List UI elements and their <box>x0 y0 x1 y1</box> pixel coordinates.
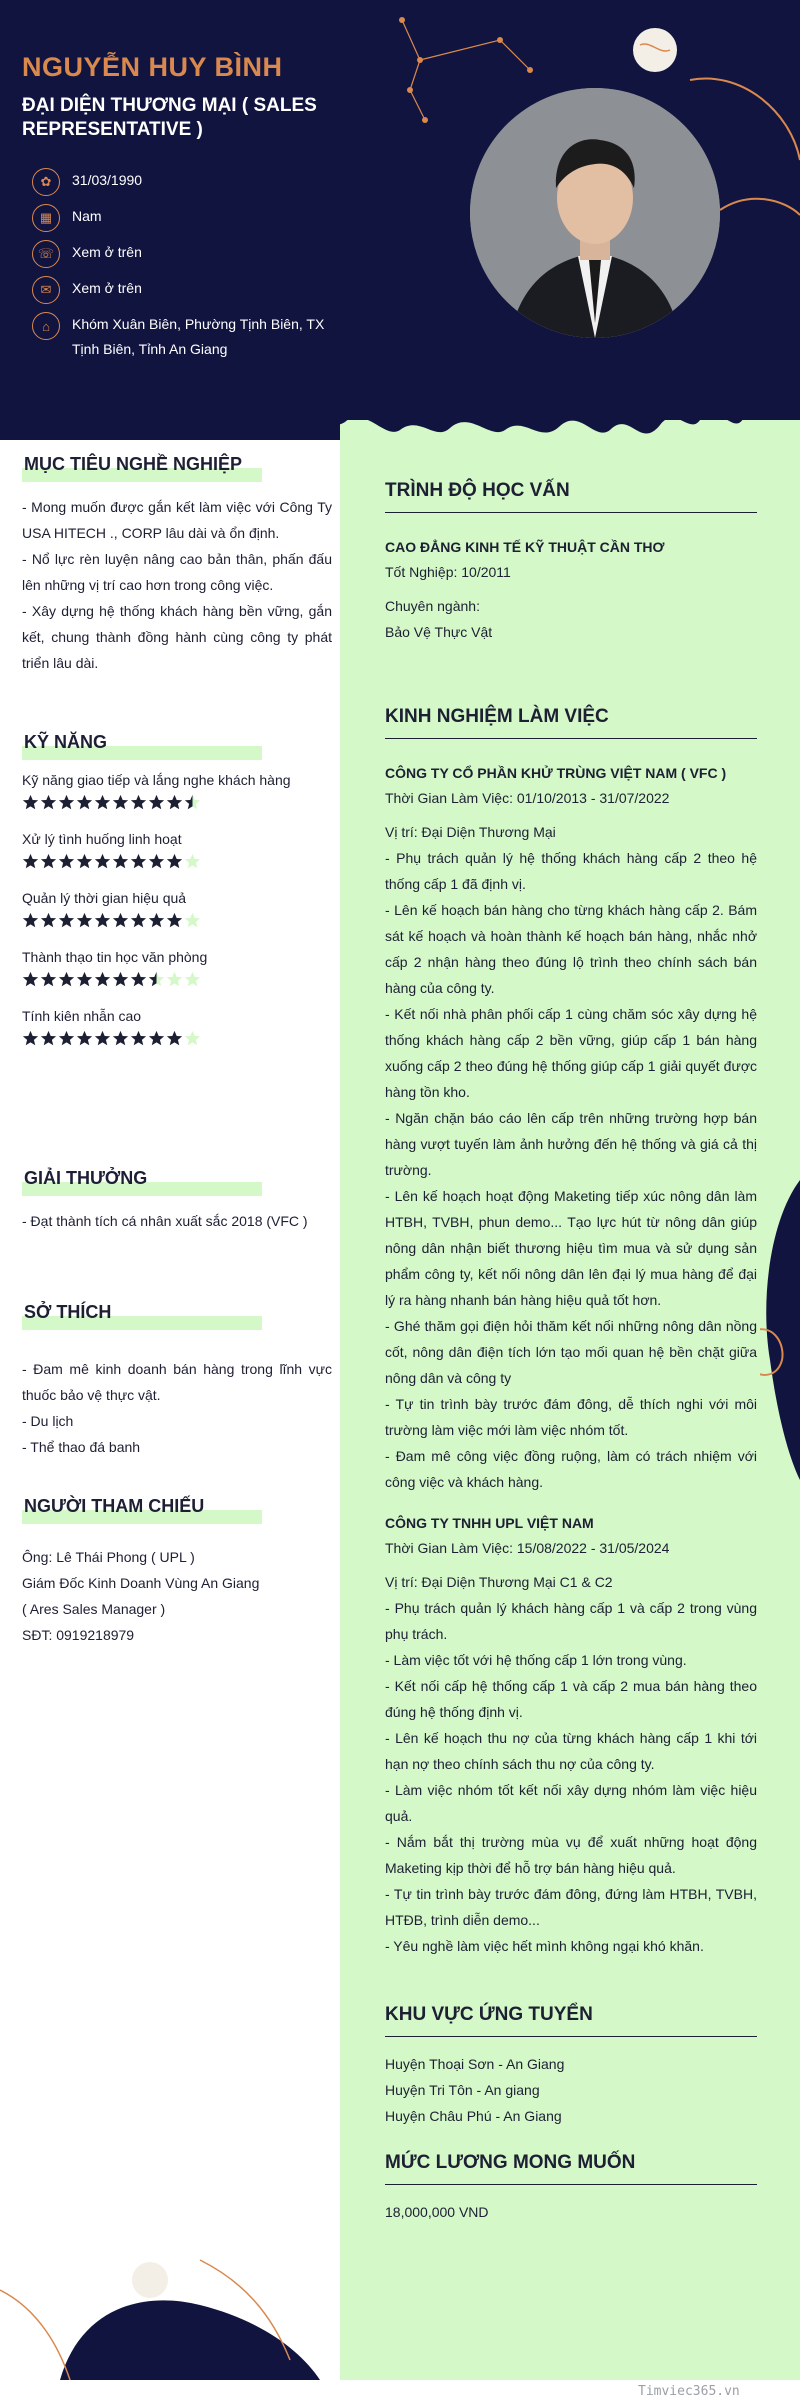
job-period: Thời Gian Làm Việc: 01/10/2013 - 31/07/2022 <box>385 790 670 806</box>
skill-rating <box>22 794 332 811</box>
region-item: Huyện Tri Tôn - An giang <box>385 2082 540 2098</box>
regions-section <box>385 2004 757 2129</box>
salary-section <box>385 2152 757 2225</box>
contact-text: Khóm Xuân Biên, Phường Tịnh Biên, TX Tịnh Biên, Tỉnh An Giang <box>72 316 325 357</box>
reference-line: Ông: Lê Thái Phong ( UPL ) <box>22 1549 195 1565</box>
awards-section <box>22 1168 332 1234</box>
star-icon <box>94 853 111 870</box>
section-title: MỤC TIÊU NGHỀ NGHIỆP <box>24 454 243 474</box>
section-heading <box>22 1168 332 1198</box>
hobby-line: - Thể thao đá banh <box>22 1439 141 1455</box>
star-icon <box>94 794 111 811</box>
star-icon <box>76 912 93 929</box>
star-icon <box>22 853 39 870</box>
phone-icon: ☏ <box>32 240 60 268</box>
reference-line: Giám Đốc Kinh Doanh Vùng An Giang <box>22 1575 260 1591</box>
star-icon <box>130 853 147 870</box>
star-icon <box>148 971 165 988</box>
job-entry <box>385 765 757 1495</box>
star-icon <box>184 1030 201 1047</box>
skill-item <box>22 890 332 929</box>
job-duty: - Phụ trách quản lý hệ thống khách hàng cấp 2 theo hệ thống cấp 1 đã định vị. <box>385 850 757 892</box>
objective-line: - Xây dựng hệ thống khách hàng bền vững, gắn kết, chung thành đồng hành cùng công ty phát triển lâu dài. <box>22 603 332 671</box>
email-icon: ✉ <box>32 276 60 304</box>
contact-text: 31/03/1990 <box>72 172 143 188</box>
gender-icon: ▦ <box>32 204 60 232</box>
job-duty: - Kết nối nhà phân phối cấp 1 cùng chăm sóc xây dựng hệ thống khách hàng cấp 2 bền vững, giúp cấp 1 bán hàng xuống cấp 2 theo đúng hệ thống giúp cấp 1 giải quyết được hàng tồn kho. <box>385 1006 757 1100</box>
job-duty: - Lên kế hoạch hoạt động Maketing tiếp xúc nông dân làm HTBH, TVBH, phun demo... Tạo lực hút từ nông dân giúp nông dân nhận biết thương hiệu tìm mua và sử dụng sản phẩm công ty, kết nối nông dân lên đại lý mua hàng để đại lý ra hàng nhanh bán hàng hiệu quả tốt hơn. <box>385 1188 757 1308</box>
job-duty: - Nắm bắt thị trường mùa vụ để xuất những hoạt động Maketing kịp thời để hỗ trợ bán hàng hiệu quả. <box>385 1834 757 1876</box>
award-line: - Đạt thành tích cá nhân xuất sắc 2018 (VFC ) <box>22 1213 308 1229</box>
star-icon <box>184 971 201 988</box>
contact-gender <box>32 204 332 232</box>
star-icon <box>58 853 75 870</box>
star-icon <box>22 794 39 811</box>
section-heading <box>22 732 332 762</box>
skill-name: Kỹ năng giao tiếp và lắng nghe khách hàng <box>22 772 291 788</box>
section-title: TRÌNH ĐỘ HỌC VẤN <box>385 480 757 513</box>
star-icon <box>148 853 165 870</box>
star-icon <box>58 794 75 811</box>
star-icon <box>166 794 183 811</box>
job-duty: - Kết nối cấp hệ thống cấp 1 và cấp 2 mua bán hàng theo đúng hệ thống định vị. <box>385 1678 757 1720</box>
job-duty: - Đam mê công việc đồng ruộng, làm có trách nhiệm với công việc và khách hàng. <box>385 1448 757 1490</box>
star-icon <box>76 971 93 988</box>
bottom-blob-decoration <box>0 2250 340 2380</box>
section-title: NGƯỜI THAM CHIẾU <box>24 1496 205 1516</box>
star-icon <box>184 794 201 811</box>
candidate-role: ĐẠI DIỆN THƯƠNG MẠI ( SALES REPRESENTATIVE ) <box>22 95 317 140</box>
skill-name: Quản lý thời gian hiệu quả <box>22 890 187 906</box>
skill-item <box>22 831 332 870</box>
star-icon <box>94 971 111 988</box>
star-icon <box>40 912 57 929</box>
star-icon <box>112 853 129 870</box>
skill-name: Thành thạo tin học văn phòng <box>22 949 208 965</box>
hobby-line: - Đam mê kinh doanh bán hàng trong lĩnh vực thuốc bảo vệ thực vật. <box>22 1361 332 1403</box>
contact-text: Nam <box>72 208 102 224</box>
job-duty: - Lên kế hoạch thu nợ của từng khách hàng cấp 1 khi tới hạn nợ theo chính sách thu nợ của công ty. <box>385 1730 757 1772</box>
avatar <box>470 88 720 338</box>
star-icon <box>166 1030 183 1047</box>
major-label: Chuyên ngành: <box>385 598 480 614</box>
hobbies-section <box>22 1302 332 1460</box>
skill-item <box>22 949 332 988</box>
star-icon <box>130 971 147 988</box>
skill-rating <box>22 912 332 929</box>
job-entry <box>385 1515 757 1959</box>
section-title: MỨC LƯƠNG MONG MUỐN <box>385 2152 757 2185</box>
section-title: GIẢI THƯỞNG <box>24 1168 148 1188</box>
hobby-line: - Du lịch <box>22 1413 74 1429</box>
star-icon <box>22 912 39 929</box>
job-period: Thời Gian Làm Việc: 15/08/2022 - 31/05/2024 <box>385 1540 670 1556</box>
star-icon <box>94 912 111 929</box>
experience-section <box>385 706 757 1959</box>
contact-phone <box>32 240 332 268</box>
star-icon <box>112 1030 129 1047</box>
section-title: SỞ THÍCH <box>24 1302 112 1322</box>
star-icon <box>76 794 93 811</box>
star-icon <box>40 971 57 988</box>
star-icon <box>184 912 201 929</box>
job-duty: - Phụ trách quản lý khách hàng cấp 1 và cấp 2 trong vùng phụ trách. <box>385 1600 757 1642</box>
skills-section <box>22 732 332 1067</box>
job-duty: - Tự tin trình bày trước đám đông, đứng làm HTBH, TVBH, HTĐB, trình diễn demo... <box>385 1886 757 1928</box>
star-icon <box>22 971 39 988</box>
region-item: Huyện Thoại Sơn - An Giang <box>385 2056 565 2072</box>
contact-birthday <box>32 168 332 196</box>
star-icon <box>166 853 183 870</box>
section-title: KỸ NĂNG <box>24 732 108 752</box>
star-icon <box>76 853 93 870</box>
star-icon <box>148 912 165 929</box>
job-duty: - Tự tin trình bày trước đám đông, dễ thích nghi với môi trường làm việc mới làm việc nhóm tốt. <box>385 1396 757 1438</box>
job-position: Vị trí: Đại Diện Thương Mại C1 & C2 <box>385 1574 613 1590</box>
skill-item <box>22 1008 332 1047</box>
references-section <box>22 1496 332 1648</box>
section-heading <box>22 454 332 484</box>
contact-text: Xem ở trên <box>72 244 142 260</box>
job-duty: - Làm việc nhóm tốt kết nối xây dựng nhóm làm việc hiệu quả. <box>385 1782 757 1824</box>
star-icon <box>148 794 165 811</box>
objective-line: - Mong muốn được gắn kết làm việc với Công Ty USA HITECH ., CORP lâu dài và ổn định. <box>22 499 332 541</box>
star-icon <box>166 912 183 929</box>
reference-line: ( Ares Sales Manager ) <box>22 1601 166 1617</box>
star-icon <box>40 1030 57 1047</box>
star-icon <box>130 794 147 811</box>
star-icon <box>76 1030 93 1047</box>
contact-email <box>32 276 332 304</box>
contact-address <box>32 312 332 362</box>
company-name: CÔNG TY TNHH UPL VIỆT NAM <box>385 1515 594 1531</box>
reference-line: SĐT: 0919218979 <box>22 1627 135 1643</box>
star-icon <box>184 853 201 870</box>
star-icon <box>112 912 129 929</box>
star-icon <box>130 912 147 929</box>
candidate-name: NGUYỄN HUY BÌNH <box>22 52 283 82</box>
company-name: CÔNG TY CỔ PHẦN KHỬ TRÙNG VIỆT NAM ( VFC ) <box>385 765 727 781</box>
objective-line: - Nổ lực rèn luyện nâng cao bản thân, phấn đấu lên những vị trí cao hơn trong công việc. <box>22 551 332 593</box>
star-icon <box>148 1030 165 1047</box>
contact-text: Xem ở trên <box>72 280 142 296</box>
star-icon <box>58 971 75 988</box>
star-icon <box>22 1030 39 1047</box>
salary-value: 18,000,000 VND <box>385 2204 489 2220</box>
skill-name: Tính kiên nhẫn cao <box>22 1008 142 1024</box>
skill-rating <box>22 853 332 870</box>
skill-name: Xử lý tình huống linh hoạt <box>22 831 182 847</box>
section-heading <box>22 1302 332 1332</box>
job-duty: - Ngăn chặn báo cáo lên cấp trên những trường hợp bán hàng vượt tuyến làm ảnh hưởng đến hệ thống và giá cả thị trường. <box>385 1110 757 1178</box>
major: Bảo Vệ Thực Vật <box>385 624 493 640</box>
star-icon <box>112 971 129 988</box>
education-section <box>385 480 757 645</box>
section-heading <box>22 1496 332 1526</box>
star-icon <box>166 971 183 988</box>
graduation: Tốt Nghiệp: 10/2011 <box>385 564 511 580</box>
star-icon <box>58 1030 75 1047</box>
star-icon <box>40 853 57 870</box>
star-icon <box>94 1030 111 1047</box>
watermark: Timviec365.vn <box>638 2384 740 2399</box>
skill-rating <box>22 1030 332 1047</box>
star-icon <box>130 1030 147 1047</box>
school-name: CAO ĐẲNG KINH TẾ KỸ THUẬT CẦN THƠ <box>385 539 665 555</box>
job-duty: - Lên kế hoạch bán hàng cho từng khách hàng cấp 2. Bám sát kế hoạch và hoàn thành kế hoạch bán hàng, nhắc nhở cấp 2 nhận hàng theo đúng lộ trình theo chính sách bán hàng của công ty. <box>385 902 757 996</box>
skill-rating <box>22 971 332 988</box>
right-blob-decoration <box>760 1180 800 1480</box>
job-duty: - Làm việc tốt với hệ thống cấp 1 lớn trong vùng. <box>385 1652 687 1668</box>
star-icon <box>112 794 129 811</box>
skill-item <box>22 772 332 811</box>
birthday-icon: ✿ <box>32 168 60 196</box>
region-item: Huyện Châu Phú - An Giang <box>385 2108 562 2124</box>
section-title: KINH NGHIỆM LÀM VIỆC <box>385 706 757 739</box>
section-title: KHU VỰC ỨNG TUYỂN <box>385 2004 757 2037</box>
job-duty: - Yêu nghề làm việc hết mình không ngại khó khăn. <box>385 1938 704 1954</box>
job-position: Vị trí: Đại Diện Thương Mại <box>385 824 556 840</box>
star-icon <box>58 912 75 929</box>
home-icon: ⌂ <box>32 312 60 340</box>
job-duty: - Ghé thăm gọi điện hỏi thăm kết nối những nông dân nồng cốt, nông dân điện tích lớn tạo mối quan hệ bền chặt giữa nông dân và công ty <box>385 1318 757 1386</box>
objective-section <box>22 454 332 676</box>
star-icon <box>40 794 57 811</box>
contact-list <box>32 168 332 370</box>
